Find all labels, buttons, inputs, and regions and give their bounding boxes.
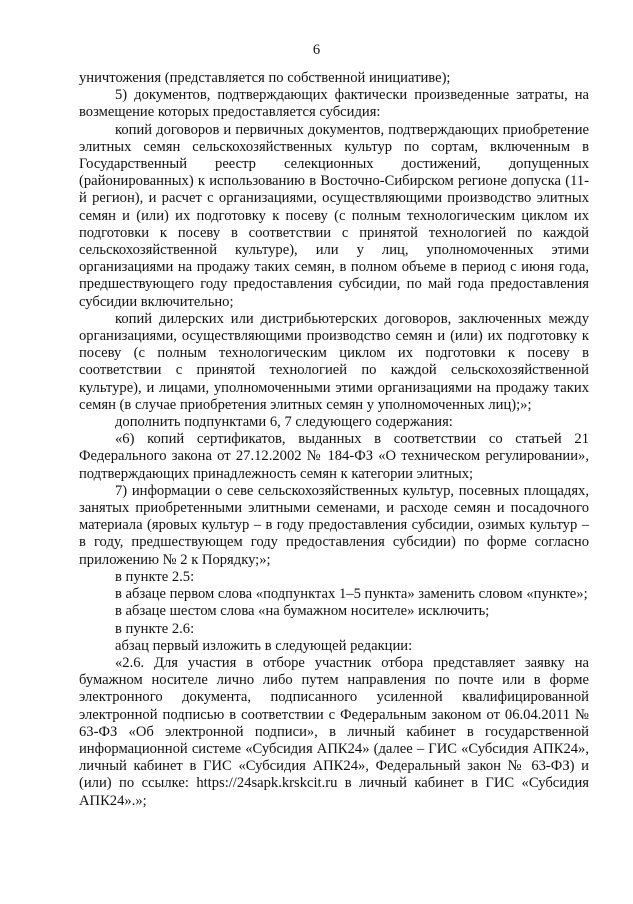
paragraph-item-5: 5) документов, подтверждающих фактически произведенные затраты, на возмещение которых предоставляется субсидия: bbox=[79, 87, 589, 121]
paragraph-new-wording: абзац первый изложить в следующей редакции: bbox=[115, 637, 413, 654]
paragraph-clause-2-5: в пункте 2.5: bbox=[115, 568, 195, 585]
document-body bbox=[79, 70, 589, 810]
paragraph-continuation: уничтожения (представляется по собственной инициативе); bbox=[79, 70, 451, 86]
paragraph-clause-2-6-text: «2.6. Для участия в отборе участник отбора представляет заявку на бумажном носителе лично либо путем направления по почте или в форме электронного документа, подписанного усиленной квалифицированной электронной подписью в соответствии с Федеральным законом от 06.04.2011 № 63-ФЗ «Об электронной подписи», в личный кабинет в государственной информационной системе «Субсидия АПК24» (далее – ГИС «Субсидия АПК24», личный кабинет в ГИС «Субсидия АПК24», Федеральный закон № 63-ФЗ) и (или) по ссылке: https://24sapk.krskcit.ru в личный кабинет в ГИС «Субсидия АПК24».»; bbox=[79, 654, 589, 809]
paragraph-item-7: 7) информации о севе сельскохозяйственных культур, посевных площадях, занятых приобретенными элитными семенами, и расходе семян и посадочного материала (яровых культур – в году предоставления субсидии, озимых культур – в году, предшествующем году предоставления субсидии) по форме согласно приложению № 2 к Порядку;»; bbox=[79, 482, 589, 568]
paragraph-item-6: «6) копий сертификатов, выданных в соответствии со статьей 21 Федерального закона от 27.12.2002 № 184-ФЗ «О техническом регулировании», подтверждающих принадлежность семян к категории элитных; bbox=[79, 431, 589, 482]
paragraph-first-subparagraph: в абзаце первом слова «подпунктах 1–5 пункта» заменить словом «пункте»; bbox=[115, 586, 588, 603]
paragraph-clause-2-6: в пункте 2.6: bbox=[115, 620, 195, 637]
paragraph-sixth-subparagraph: в абзаце шестом слова «на бумажном носителе» исключить; bbox=[115, 603, 490, 620]
paragraph-add-subitems: дополнить подпунктами 6, 7 следующего содержания: bbox=[115, 414, 453, 431]
paragraph-contract-copies: копий договоров и первичных документов, подтверждающих приобретение элитных семян сельскохозяйственных культур по сортам, включенным в Государственный реестр селекционных достижений, допущенных (районированных) к использованию в Восточно-Сибирском регионе допуска (11-й регион), и расчет с организациями, осуществляющими производство элитных семян и (или) их подготовку к посеву (с полным технологическим циклом их подготовки к посеву в соответствии с принятой технологией по каждой сельскохозяйственной культуре), или у лиц, уполномоченных этими организациями на продажу таких семян, в полном объеме в период с июня года, предшествующего году предоставления субсидии, по май года предоставления субсидии включительно; bbox=[79, 121, 589, 310]
paragraph-dealer-contracts: копий дилерских или дистрибьютерских договоров, заключенных между организациями, осуществляющими производство семян и (или) их подготовку к посеву (с полным технологическим циклом их подготовки к посеву в соответствии с принятой технологией по каждой сельскохозяйственной культуре), и лицами, уполномоченными этими организациями на продажу таких семян (в случае приобретения элитных семян у уполномоченных лиц);»; bbox=[79, 310, 589, 413]
page-number: 6 bbox=[312, 42, 321, 58]
